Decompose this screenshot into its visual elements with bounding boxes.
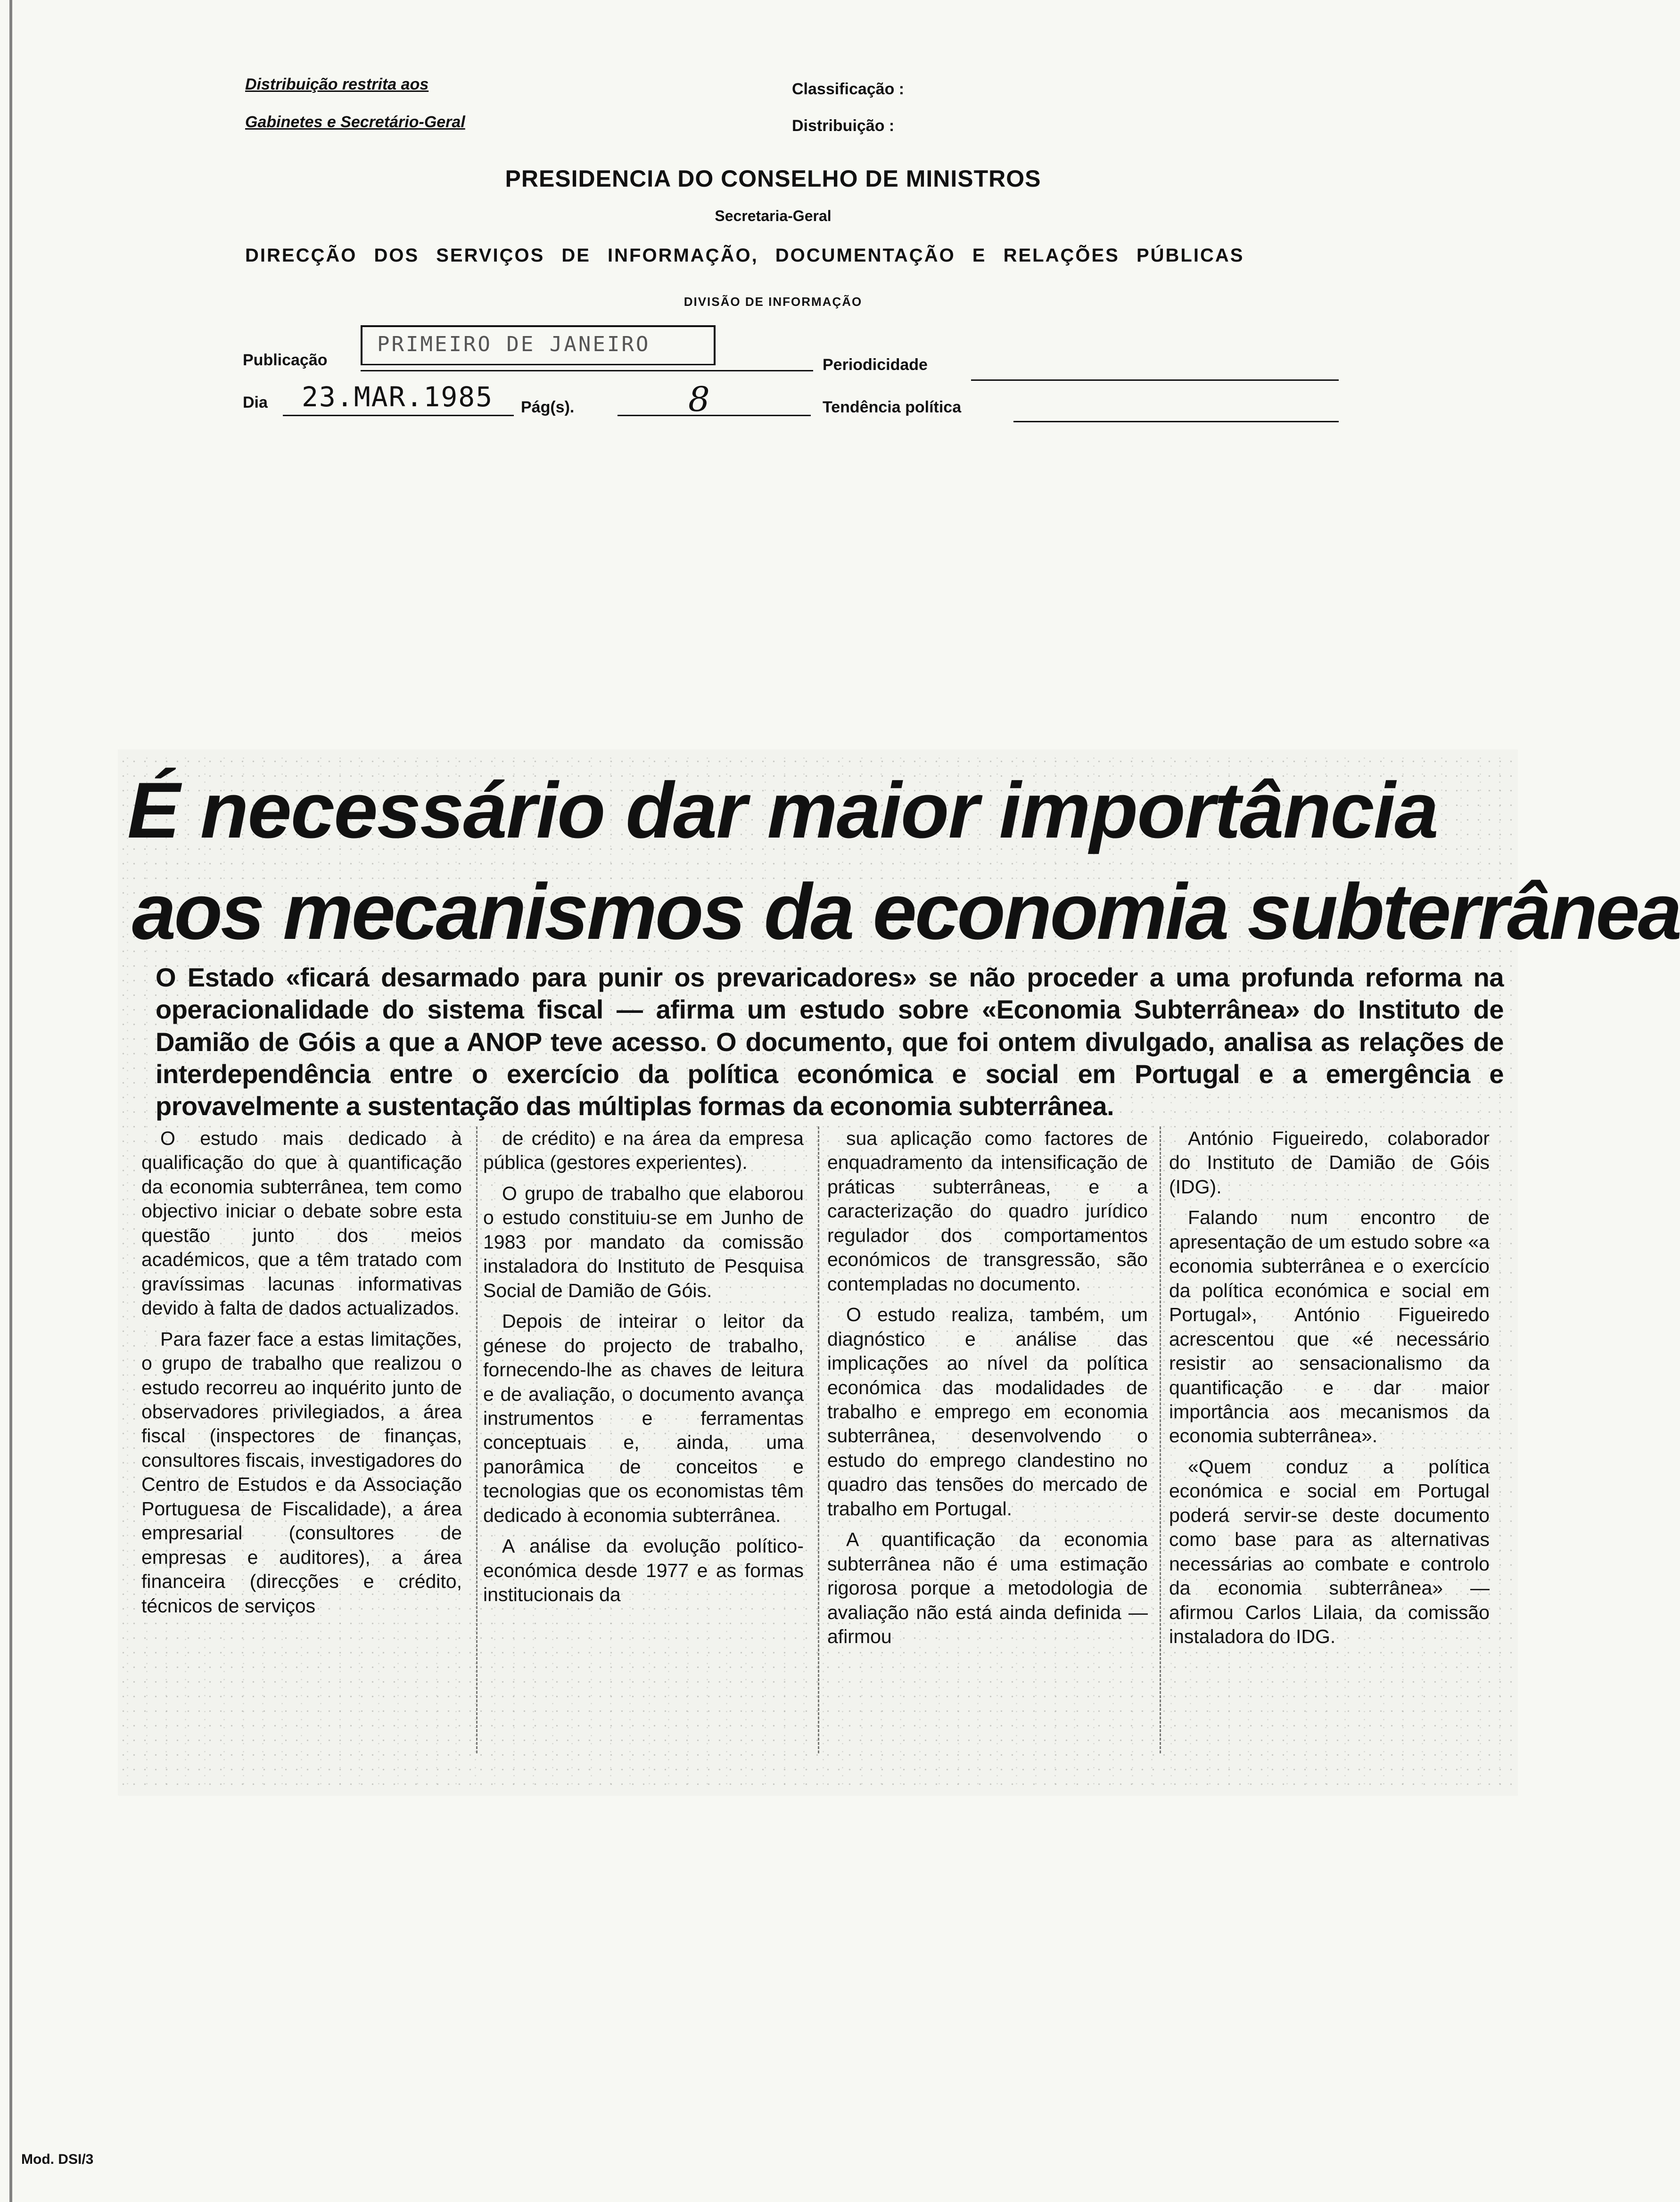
- column-divider: [476, 1126, 478, 1753]
- tendencia-label: Tendência política: [823, 398, 962, 416]
- column-paragraph: Falando num encontro de apresentação de um estudo sobre «a economia subterrânea e o exercício da política económica e social em Portugal», António Figueiredo acrescentou que «é necessário resistir ao sensacionalismo da quantificação e dar maior importância aos mecanismos da economia subterrânea».: [1169, 1207, 1490, 1447]
- publicacao-value: PRIMEIRO DE JANEIRO: [377, 332, 651, 356]
- article-lead: O Estado «ficará desarmado para punir os prevaricadores» se não proceder a uma profunda reforma na operacionalidade do sistema fiscal — afirma um estudo sobre «Economia Subterrânea» do Instituto de Damião de Góis a que a ANOP teve acesso. O documento, que foi ontem divulgado, analisa as relações de interdependência entre o exercício da política económica e social em Portugal e a emergência e provavelmente a sustentação das múltiplas formas da economia subterrânea.: [156, 962, 1504, 1121]
- column-paragraph: Para fazer face a estas limitações, o grupo de trabalho que realizou o estudo recorreu ao inquérito junto de observadores privilegiados, a área fiscal (inspectores de finanças, consultores fiscais, investigadores do Centro de Estudos e da Associação Portuguesa de Fiscalidade), a área empresarial (consultores de empresas e auditores), a área financeira (direcções e crédito, técnicos de serviços: [141, 1328, 462, 1617]
- pags-value: 8: [688, 379, 711, 419]
- column-paragraph: A análise da evolução político-económica desde 1977 e as formas institucionais da: [483, 1535, 804, 1606]
- secretaria-subtitle: Secretaria-Geral: [715, 207, 832, 224]
- periodicidade-line: [971, 379, 1339, 381]
- classificacao-label: Classificação :: [792, 80, 905, 98]
- divisao-line: DIVISÃO DE INFORMAÇÃO: [684, 295, 863, 309]
- column-paragraph: O estudo realiza, também, um diagnóstico e análise das implicações ao nível da política económica das modalidades de trabalho e emprego em economia subterrânea, desenvolvendo o estudo do emprego clandestino no quadro das tensões do mercado de trabalho em Portugal.: [827, 1304, 1148, 1520]
- column-paragraph: «Quem conduz a política económica e social em Portugal poderá servir-se deste documento como base para as alternativas necessárias ao combate e controlo da economia subterrânea» — afirmou Carlos Lilaia, da comissão instaladora do IDG.: [1169, 1455, 1490, 1648]
- column-divider: [818, 1126, 819, 1753]
- article-column-3: [827, 1126, 1148, 1753]
- column-paragraph: A quantificação da economia subterrânea não é uma estimação rigorosa porque a metodologia de avaliação não está ainda definida — afirmou: [827, 1528, 1148, 1648]
- publicacao-line: [361, 370, 813, 371]
- column-paragraph: sua aplicação como factores de enquadramento da intensificação de práticas subterrâneas, e a caracterização do quadro jurídico regulador dos comportamentos económicos de transgressão, são contempladas no documento.: [827, 1127, 1148, 1295]
- column-paragraph: O grupo de trabalho que elaborou o estudo constituiu-se em Junho de 1983 por mandato da comissão instaladora do Instituto de Pesquisa Social de Damião de Góis.: [483, 1182, 804, 1301]
- article-column-1: [141, 1126, 462, 1753]
- dia-line: [283, 415, 514, 416]
- form-model-code: Mod. DSI/3: [21, 2152, 94, 2167]
- column-divider: [1160, 1126, 1161, 1753]
- article-column-2: [483, 1126, 804, 1753]
- direccao-line: DIRECÇÃO DOS SERVIÇOS DE INFORMAÇÃO, DOCUMENTAÇÃO E RELAÇÕES PÚBLICAS: [245, 245, 1244, 266]
- periodicidade-label: Periodicidade: [823, 356, 928, 374]
- distribution-note-line1: Distribuição restrita aos: [245, 75, 429, 93]
- headline-line1: É necessário dar maior importância: [127, 766, 1438, 855]
- column-paragraph: de crédito) e na área da empresa pública (gestores experientes).: [483, 1127, 804, 1174]
- distribuicao-label: Distribuição :: [792, 117, 895, 135]
- dia-value: 23.MAR.1985: [302, 381, 494, 413]
- publicacao-label: Publicação: [243, 351, 328, 369]
- column-paragraph: O estudo mais dedicado à qualificação do que à quantificação da economia subterrânea, tem como objectivo iniciar o debate sobre esta questão junto dos meios académicos, que a têm tratado com gravíssimas lacunas informativas devido à falta de dados actualizados.: [141, 1127, 462, 1319]
- headline-line2: aos mecanismos da economia subterrânea: [132, 867, 1680, 956]
- column-paragraph: António Figueiredo, colaborador do Instituto de Damião de Góis (IDG).: [1169, 1127, 1490, 1198]
- article-column-4: [1169, 1126, 1490, 1753]
- tendencia-line: [1013, 421, 1339, 422]
- distribution-note-line2: Gabinetes e Secretário-Geral: [245, 113, 465, 131]
- column-paragraph: Depois de inteirar o leitor da génese do projecto de trabalho, fornecendo-lhe as chaves de leitura e de avaliação, o documento avança instrumentos e ferramentas conceptuais e, ainda, uma panorâmica de conceitos e tecnologias que os economistas têm dedicado à economia subterrânea.: [483, 1310, 804, 1526]
- pags-line: [618, 415, 811, 416]
- presidencia-title: PRESIDENCIA DO CONSELHO DE MINISTROS: [505, 165, 1041, 192]
- pags-label: Pág(s).: [521, 398, 575, 416]
- dia-label: Dia: [243, 394, 268, 411]
- page-binding-edge: [9, 0, 12, 2202]
